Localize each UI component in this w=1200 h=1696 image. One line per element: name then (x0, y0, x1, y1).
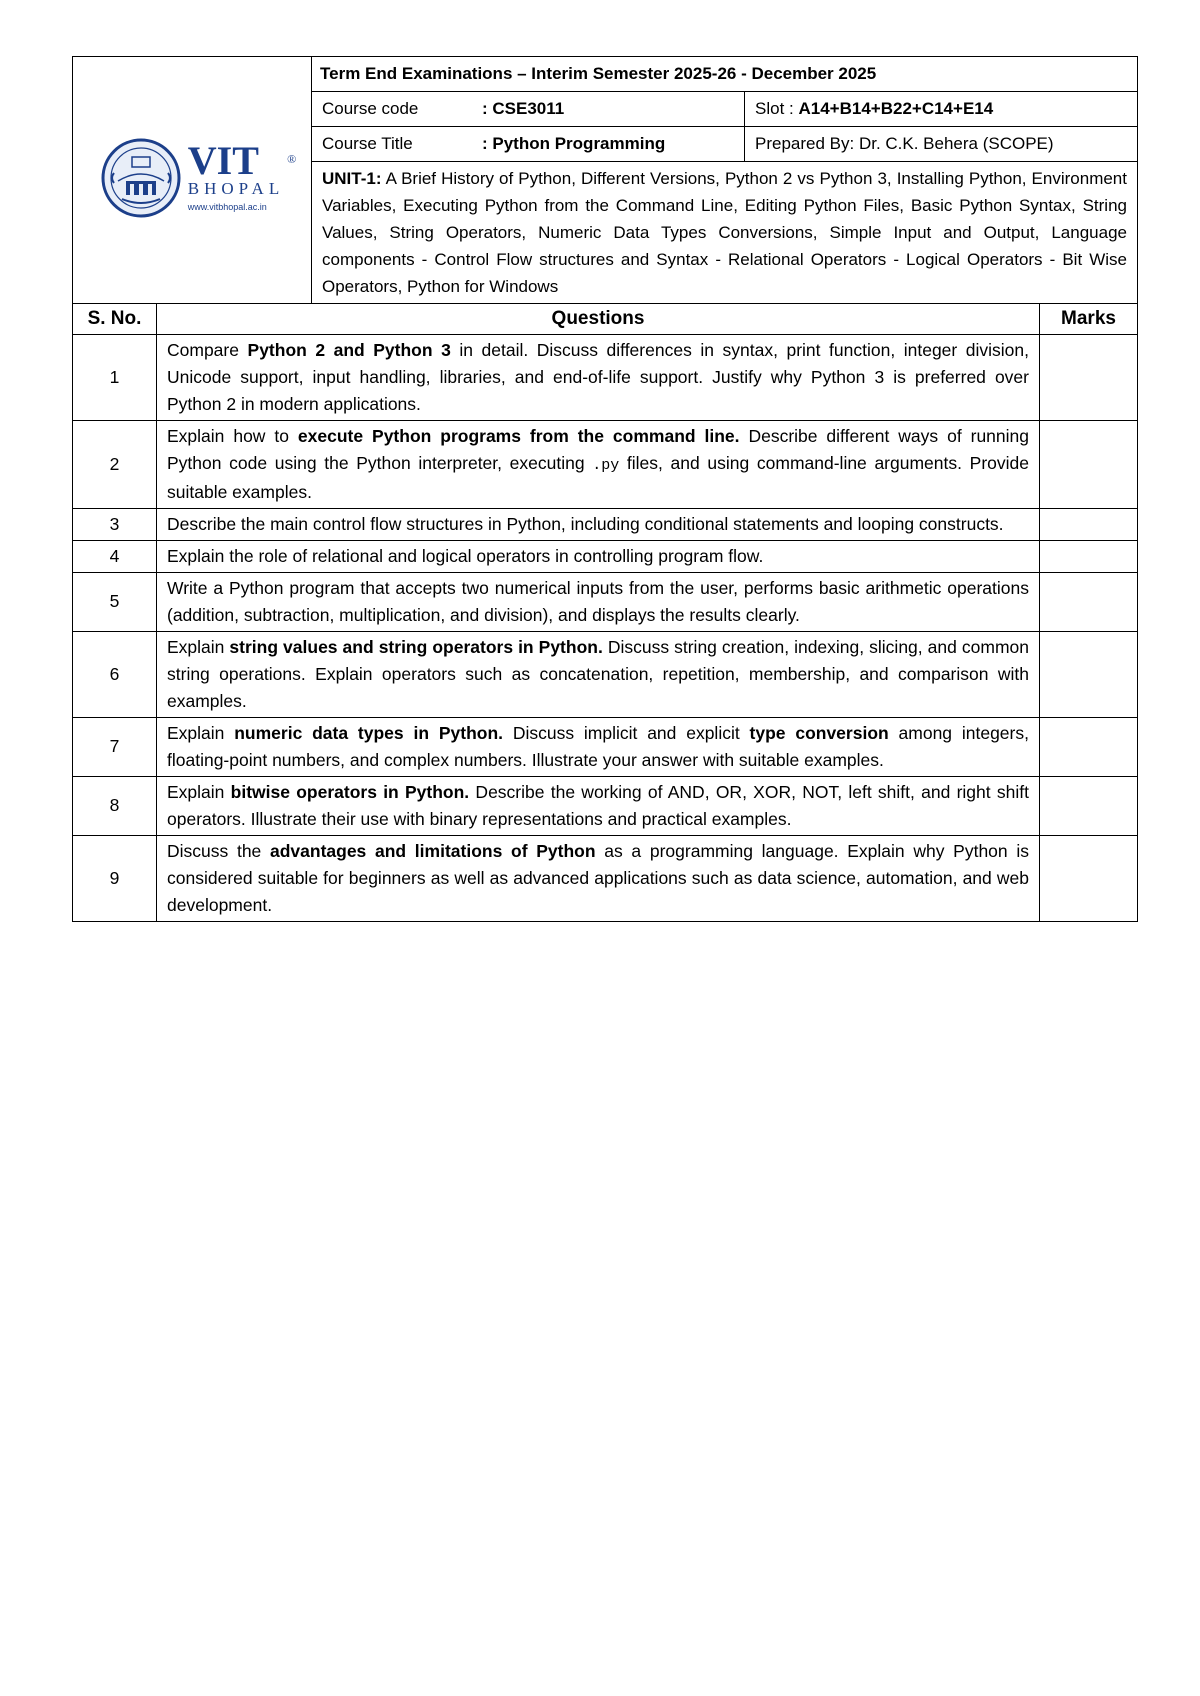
question-text (157, 540, 1040, 572)
unit-label: UNIT-1: (322, 169, 382, 188)
marks-cell (1040, 540, 1138, 572)
question-fragment: Explain how to (167, 425, 298, 446)
question-text (157, 835, 1040, 921)
exam-title: Term End Examinations – Interim Semester 2025-26 - December 2025 (312, 57, 1138, 92)
course-title-cell (312, 127, 745, 162)
question-number: 1 (73, 334, 157, 420)
question-row (73, 334, 1138, 420)
question-fragment: Describe the main control flow structures in Python, including conditional statements and looping constructs. (167, 513, 1004, 534)
questions-table (72, 303, 1138, 922)
question-row (73, 508, 1138, 540)
question-text (157, 776, 1040, 835)
question-emphasis: execute Python programs from the command line. (297, 425, 740, 446)
question-text (157, 631, 1040, 717)
question-fragment: .py (592, 456, 620, 474)
question-row (73, 420, 1138, 508)
course-title-label: Course Title (322, 134, 413, 153)
questions-header-row (73, 303, 1138, 334)
question-fragment: among integers, floating-point numbers, and complex numbers. Illustrate your answer with suitable examples. (167, 722, 1029, 770)
question-row (73, 631, 1138, 717)
unit-syllabus (312, 162, 1138, 304)
question-number: 6 (73, 631, 157, 717)
question-fragment: Discuss string creation, indexing, slicing, and common string operations. Explain operators such as concatenation, repetition, membership, and comparison with examples. (167, 636, 1029, 711)
question-fragment: Explain the role of relational and logical operators in controlling program flow. (167, 545, 764, 566)
question-number: 8 (73, 776, 157, 835)
question-emphasis: string values and string operators in Python. (229, 636, 603, 657)
question-emphasis: Python 2 and Python 3 (247, 339, 451, 360)
marks-cell (1040, 717, 1138, 776)
question-emphasis: type conversion (749, 722, 889, 743)
marks-cell (1040, 334, 1138, 420)
header-table (72, 56, 1138, 304)
question-text (157, 572, 1040, 631)
logo-cell (73, 57, 312, 304)
question-row (73, 540, 1138, 572)
question-row (73, 572, 1138, 631)
question-number: 2 (73, 420, 157, 508)
question-fragment: files, and using command-line arguments. Provide suitable examples. (167, 452, 1029, 502)
question-emphasis: bitwise operators in Python. (230, 781, 470, 802)
col-questions-header: Questions (157, 303, 1040, 334)
slot-label: Slot : (755, 99, 794, 118)
question-text (157, 420, 1040, 508)
marks-cell (1040, 835, 1138, 921)
marks-cell (1040, 776, 1138, 835)
question-text (157, 508, 1040, 540)
unit-text: A Brief History of Python, Different Versions, Python 2 vs Python 3, Installing Python, Environment Variables, Executing Python from the Command Line, Editing Python Files, Basic Python Syntax, String Values, String Operators, Numeric Data Types Conversions, Simple Input and Output, Language components - Control Flow structures and Syntax - Relational Operators - Logical Operators - Bit Wise Operators, Python for Windows (322, 169, 1127, 296)
questions-body (73, 334, 1138, 921)
course-title-value: : Python Programming (482, 134, 666, 153)
question-fragment: Explain (167, 781, 231, 802)
marks-cell (1040, 572, 1138, 631)
course-code-label: Course code (322, 99, 419, 118)
marks-cell (1040, 631, 1138, 717)
question-text (157, 334, 1040, 420)
question-fragment: Write a Python program that accepts two numerical inputs from the user, performs basic arithmetic operations (addition, subtraction, multiplication, and division), and displays the results clearly. (167, 577, 1029, 625)
question-number: 3 (73, 508, 157, 540)
marks-cell (1040, 508, 1138, 540)
logo-name: VIT (187, 138, 259, 183)
question-fragment: in detail. Discuss differences in syntax, print function, integer division, Unicode support, input handling, libraries, and end-of-life support. Justify why Python 3 is preferred over Python 2 in modern applications. (167, 339, 1029, 414)
question-row (73, 835, 1138, 921)
question-fragment: as a programming language. Explain why Python is considered suitable for beginners as well as advanced applications such as data science, automation, and web development. (167, 840, 1029, 915)
question-fragment: Discuss implicit and explicit (503, 722, 750, 743)
question-emphasis: numeric data types in Python. (234, 722, 503, 743)
prepared-by: Prepared By: Dr. C.K. Behera (SCOPE) (745, 127, 1138, 162)
question-text (157, 717, 1040, 776)
col-marks-header: Marks (1040, 303, 1138, 334)
question-fragment: Describe the working of AND, OR, XOR, NOT, left shift, and right shift operators. Illustrate their use with binary representations and practical examples. (167, 781, 1029, 829)
marks-cell (1040, 420, 1138, 508)
vit-bhopal-logo (100, 137, 297, 219)
question-fragment: Discuss the (167, 840, 270, 861)
logo-website: www.vitbhopal.ac.in (187, 202, 267, 212)
question-number: 4 (73, 540, 157, 572)
question-row (73, 717, 1138, 776)
exam-paper (72, 56, 1138, 922)
question-fragment: Explain (167, 636, 230, 657)
course-code-cell (312, 92, 745, 127)
question-number: 9 (73, 835, 157, 921)
question-fragment: Compare (167, 339, 248, 360)
course-code-value: : CSE3011 (482, 99, 565, 118)
question-fragment: Explain (167, 722, 235, 743)
col-sno-header: S. No. (73, 303, 157, 334)
university-seal-icon (100, 137, 182, 219)
question-number: 7 (73, 717, 157, 776)
question-number: 5 (73, 572, 157, 631)
question-fragment: Describe different ways of running Python code using the Python interpreter, executing (167, 425, 1030, 473)
slot-value: A14+B14+B22+C14+E14 (798, 99, 994, 118)
question-row (73, 776, 1138, 835)
question-emphasis: advantages and limitations of Python (270, 840, 596, 861)
registered-mark: ® (287, 152, 297, 166)
logo-campus: BHOPAL (187, 179, 285, 198)
slot-cell (745, 92, 1138, 127)
